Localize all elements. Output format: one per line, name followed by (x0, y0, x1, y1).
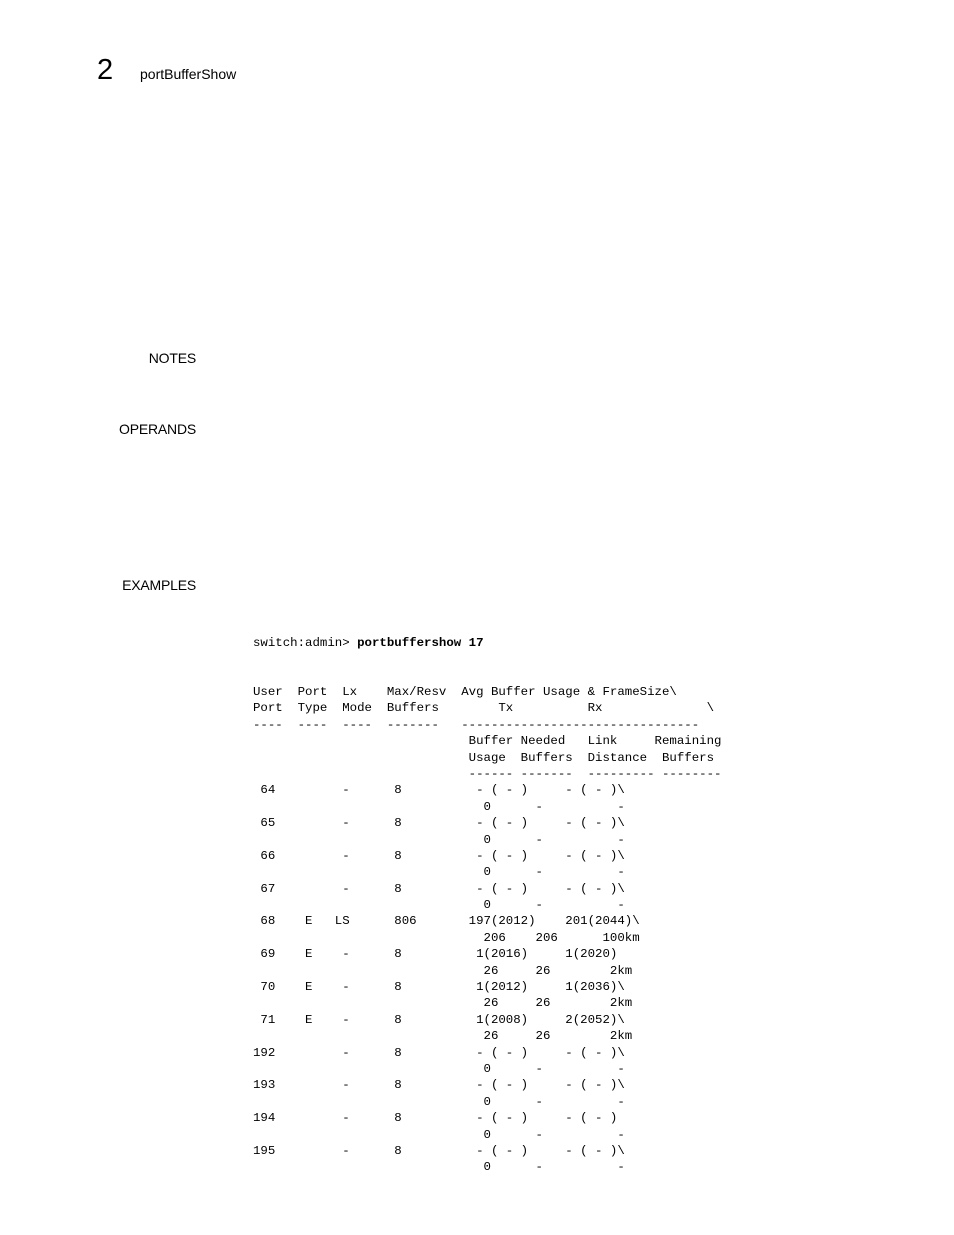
output-line: 0 - - (253, 1127, 625, 1142)
example-code-block (253, 602, 721, 1192)
output-line: Usage Buffers Distance Buffers (253, 750, 715, 765)
output-line: 0 - - (253, 1094, 625, 1109)
output-line: Buffer Needed Link Remaining (253, 734, 722, 749)
output-line: 66 - 8 - ( - ) - ( - )\ (253, 848, 625, 863)
notes-heading: NOTES (148, 350, 196, 366)
output-line: 67 - 8 - ( - ) - ( - )\ (253, 881, 625, 896)
output-line: 65 - 8 - ( - ) - ( - )\ (253, 816, 625, 831)
output-line: 0 - - (253, 799, 625, 814)
output-line: 0 - - (253, 1062, 625, 1076)
output-line: 71 E - 8 1(2008) 2(2052)\ (253, 1012, 625, 1027)
output-line: 70 E - 8 1(2012) 1(2036)\ (253, 980, 625, 995)
output-line: 0 - - (253, 1160, 625, 1175)
command-prompt: switch:admin> (253, 635, 358, 650)
command-text: portbuffershow 17 (357, 635, 484, 650)
operands-heading: OPERANDS (119, 421, 196, 437)
output-line: ---- ---- ---- ------- -------------------------------- (253, 717, 700, 732)
output-line: 206 206 100km (253, 930, 640, 945)
output-line: 193 - 8 - ( - ) - ( - )\ (253, 1078, 625, 1093)
examples-heading: EXAMPLES (122, 577, 196, 593)
output-line: 69 E - 8 1(2016) 1(2020) (253, 947, 618, 962)
command-output (253, 684, 721, 1176)
command-line (253, 635, 721, 651)
output-line: 0 - - (253, 865, 625, 880)
output-line: 26 26 2km (253, 1029, 633, 1044)
output-line: 68 E LS 806 197(2012) 201(2044)\ (253, 914, 640, 929)
output-line: 192 - 8 - ( - ) - ( - )\ (253, 1045, 625, 1060)
output-line: 0 - - (253, 898, 625, 913)
output-line: 26 26 2km (253, 963, 633, 978)
chapter-number: 2 (97, 54, 114, 86)
output-line: User Port Lx Max/Resv Avg Buffer Usage & FrameSize\ (253, 685, 677, 700)
output-line: 195 - 8 - ( - ) - ( - )\ (253, 1143, 625, 1158)
output-line: 64 - 8 - ( - ) - ( - )\ (253, 783, 625, 798)
output-line: 194 - 8 - ( - ) - ( - ) (253, 1111, 618, 1126)
running-title: portBufferShow (140, 66, 237, 82)
output-line: ------ ------- --------- -------- (253, 766, 722, 781)
output-line: 0 - - (253, 832, 625, 847)
output-line: 26 26 2km (253, 996, 633, 1011)
output-line: Port Type Mode Buffers Tx Rx \ (253, 701, 715, 716)
